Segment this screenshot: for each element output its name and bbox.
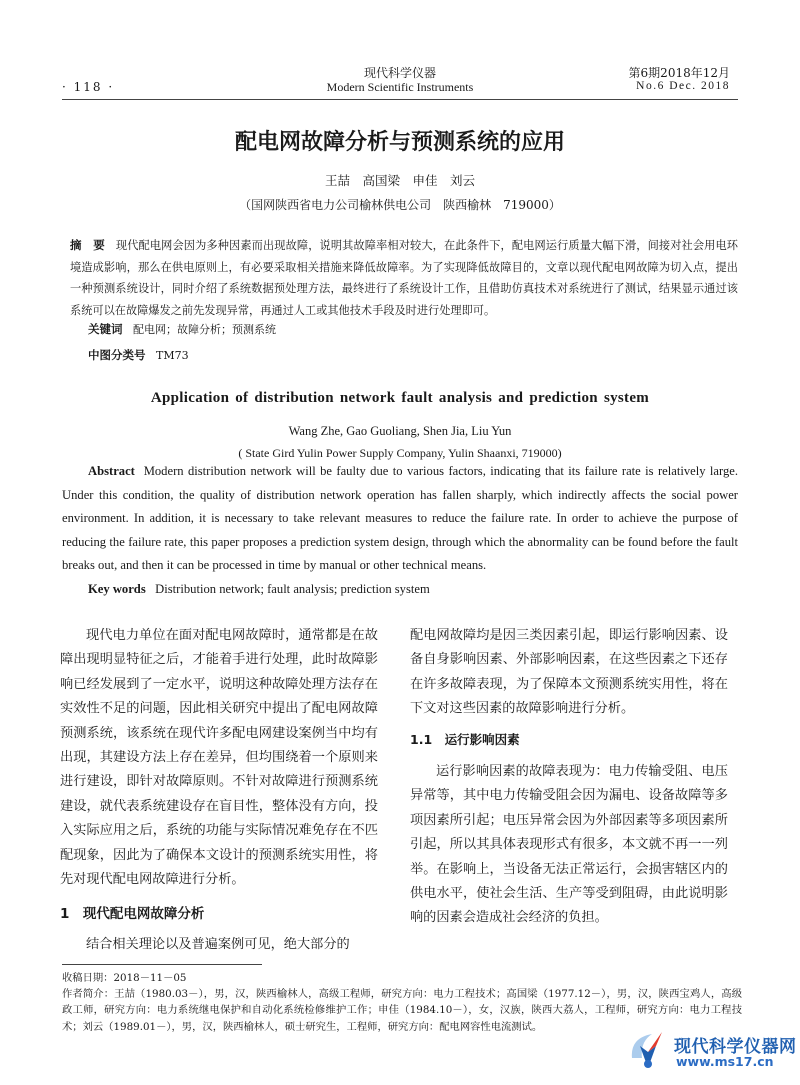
- abstract-cn: [70, 235, 738, 321]
- footnote-rule: [62, 964, 262, 965]
- abstract-cn-label: 摘 要: [70, 238, 105, 252]
- site-watermark: [618, 1022, 798, 1082]
- watermark-logo-icon: [626, 1028, 670, 1072]
- keywords-cn: [88, 321, 276, 337]
- keywords-en-label: Key words: [88, 582, 146, 596]
- abstract-en-label: Abstract: [88, 464, 135, 478]
- authors-cn: 王喆 高国梁 申佳 刘云: [324, 173, 475, 188]
- body-paragraph: 结合相关理论以及普遍案例可见，绝大部分的: [86, 936, 350, 952]
- abstract-en: [62, 460, 738, 578]
- classification-code: [88, 347, 189, 363]
- body-paragraph: 运行影响因素的故障表现为：电力传输受阻、电压异常等，其中电力传输受阻会因为漏电、设备故障等多项因素所引起；电压异常会因为外部因素等多项因素所引起，所以其具体表现形式有很多，本文就不再一一列举。在影响上，当设备无法正常运行，会损害辖区内的供电水平，使社会生活、生产等受到阻碍，由此说明影响的因素会造成社会经济的负担。: [410, 764, 728, 926]
- issue-info-en: No.6 Dec. 2018: [636, 80, 730, 92]
- abstract-en-text: Modern distribution network will be faulty due to various factors, indicating that its failure rate is relatively large. Under this condition, the quality of distribution network operation has fallen sharply, which indirectly affects the social power environment. In addition, it is necessary to take relevant measures to reduce the failure rate. In order to achieve the purpose of reducing the failure rate, this paper proposes a prediction system design, through which the abnormality can be found before the fault breaks out, and then it can be processed in time by manual or other technical means.: [62, 464, 738, 572]
- authors-en: Wang Zhe, Gao Guoliang, Shen Jia, Liu Yun: [288, 424, 512, 438]
- watermark-site-name: 现代科学仪器网: [674, 1037, 797, 1057]
- body-column-right: [410, 624, 728, 931]
- keywords-en-text: Distribution network; fault analysis; prediction system: [155, 582, 430, 596]
- paper-title-cn: 配电网故障分析与预测系统的应用: [234, 129, 565, 155]
- page-number: · 118 ·: [62, 80, 115, 94]
- journal-name-en: Modern Scientific Instruments: [326, 80, 474, 94]
- keywords-en: [88, 582, 430, 597]
- paper-title-en: Application of distribution network fault analysis and prediction system: [150, 390, 650, 406]
- keywords-cn-label: 关键词: [88, 322, 123, 336]
- received-date: 收稿日期：2018－11－05: [62, 972, 187, 984]
- body-paragraph: 配电网故障均是因三类因素引起，即运行影响因素、设备自身影响因素、外部影响因素，在这些因素之下还存在许多故障表现，为了保障本文预测系统实用性，将在下文对这些因素的故障影响进行分析。: [410, 628, 728, 717]
- abstract-cn-text: 现代配电网会因为多种因素而出现故障，说明其故障率相对较大，在此条件下，配电网运行质量大幅下滑，间接对社会用电环境造成影响，那么在供电原则上，有必要采取相关措施来降低故障率。为了实现降低故障目的，文章以现代配电网故障为切入点，提出一种预测系统设计，同时介绍了系统数据预处理方法，最终进行了系统设计工作，且借助仿真技术对系统进行了测试，结果显示通过该系统可以在故障爆发之前先发现异常，再通过人工或其他技术手段及时进行处理即可。: [70, 239, 738, 317]
- body-paragraph: 现代电力单位在面对配电网故障时，通常都是在故障出现明显特征之后，才能着手进行处理，此时故障影响已经发展到了一定水平，说明这种故障处理方法存在实效性不足的问题，因此相关研究中提出了配电网故障预测系统，该系统在现代许多配电网建设案例当中均有出现，其建设方法上存在差异，但均围绕着一个原则来进行建设，即针对故障原则。不针对故障进行预测系统建设，就代表系统建设存在盲目性，整体没有方向，投入实际应用之后，系统的功能与实际情况难免存在不匹配现象，因此为了确保本文设计的预测系统实用性，将先对现代配电网故障进行分析。: [60, 628, 378, 888]
- watermark-url[interactable]: www.ms17.cn: [676, 1054, 774, 1069]
- body-column-left: [60, 624, 378, 957]
- clc-text: TM73: [156, 349, 189, 362]
- author-bio: 作者简介：王喆（1980.03－），男，汉，陕西榆林人，高级工程师，研究方向：电力工程技术；高国梁（1977.12－），男，汉，陕西宝鸡人，高级政工师，研究方向：电力系统继电保护和自动化系统检修维护工作；申佳（1984.10－），女，汉族，陕西大荔人，工程师，研究方向：电力工程技术；刘云（1989.01－），男，汉，陕西榆林人，硕士研究生，工程师，研究方向：配电网容性电流测试。: [62, 988, 742, 1033]
- journal-name-cn: 现代科学仪器: [363, 66, 436, 80]
- issue-info-cn: 第6期2018年12月: [628, 66, 730, 80]
- affiliation-cn: （国网陕西省电力公司榆林供电公司 陕西榆林 719000）: [239, 198, 561, 212]
- section-heading-1: 1 现代配电网故障分析: [60, 906, 205, 923]
- section-heading-1-1: 1.1 运行影响因素: [410, 731, 520, 747]
- keywords-cn-text: 配电网；故障分析；预测系统: [133, 323, 276, 336]
- clc-label: 中图分类号: [88, 348, 146, 362]
- affiliation-en: ( State Gird Yulin Power Supply Company, Yulin Shaanxi, 719000): [238, 446, 562, 460]
- header-rule: [62, 99, 738, 100]
